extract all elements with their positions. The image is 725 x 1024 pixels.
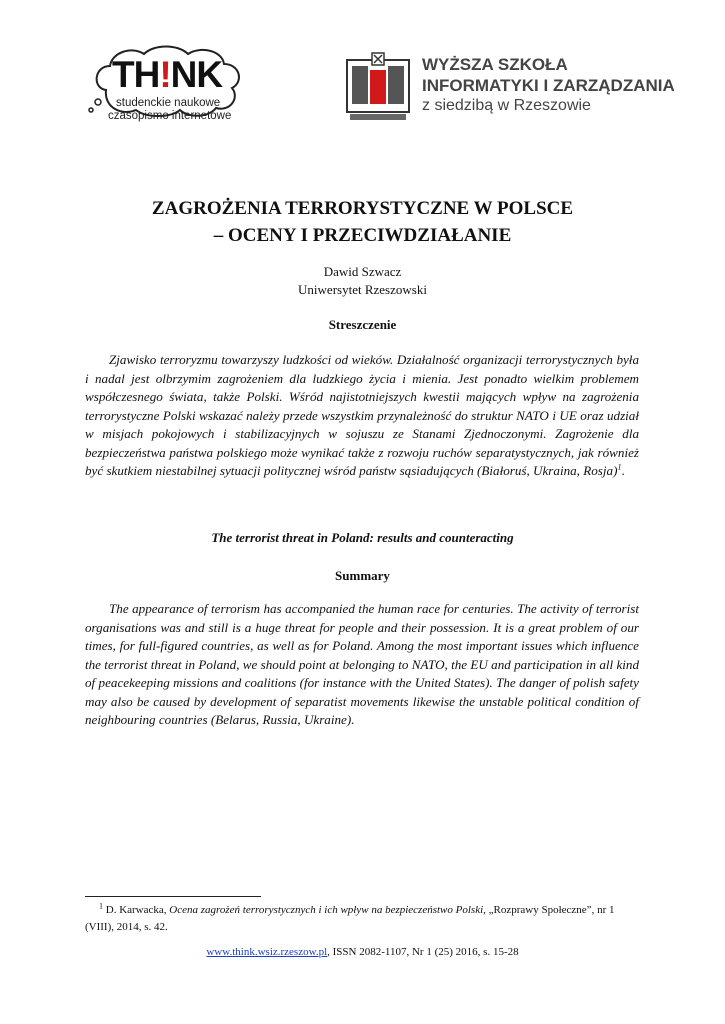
abstract-text: Zjawisko terroryzmu towarzyszy ludzkości od wieków. Działalność organizacji terrorystycznych była i nadal jest olbrzymim zagrożeniem dla ludzkiego życia i mienia. Jest ponadto wielkim problemem współczesnego świata, także Polski. Wśród najistotniejszych kwestii mających wpływ na zagrożenia terrorystyczne Polski wskazać należy przede wszystkim przynależność do struktur NATO i UE oraz udział w misjach pokojowych i stabilizacyjnych w sojuszu ze Stanami Zjednoczonymi. Zagrożenie dla bezpieczeństwa państwa polskiego może wynikać także z rozwoju ruchów separatystycznych, jak również być skutkiem niestabilnej sytuacji politycznej wśród państw sąsiadujących ( (85, 352, 639, 478)
author-block (0, 263, 725, 299)
think-subtitle-2: czasopismo internetowe (108, 110, 232, 122)
wsiz-name-line3: z siedzibą w Rzeszowie (422, 97, 591, 114)
abstract-heading: Streszczenie (328, 317, 397, 332)
article-title (0, 195, 725, 249)
english-title: The terrorist threat in Poland: results and counteracting (211, 530, 514, 545)
issn-text: , ISSN 2082-1107, Nr 1 (25) 2016, s. 15-28 (327, 946, 519, 958)
university-emblem-icon (346, 52, 410, 122)
author-name: Dawid Szwacz (323, 264, 402, 279)
think-logo (84, 42, 252, 124)
abstract-paragraph: Zjawisko terroryzmu towarzyszy ludzkości od wieków. Działalność organizacji terrorystycznych była i nadal jest olbrzymim zagrożeniem dla ludzkiego życia i mienia. Jest ponadto wielkim problemem współczesnego świata, także Polski. Wśród najistotniejszych kwestii mających wpływ na zagrożenia terrorystyczne Polski wskazać należy przede wszystkim przynależność do struktur NATO i UE oraz udział w misjach pokojowych i stabilizacyjnych w sojuszu ze Stanami Zjednoczonymi. Zagrożenie dla bezpieczeństwa państwa polskiego może wynikać także z rozwoju ruchów separatystycznych, jak również być skutkiem niestabilnej sytuacji politycznej wśród państw sąsiadujących (Białoruś, Ukraina, Rosja)$^1$. (85, 352, 639, 478)
think-wordmark: TH!NK (112, 54, 223, 95)
title-line-1: ZAGROŻENIA TERRORYSTYCZNE W POLSCE (151, 198, 574, 219)
footnote-work-title: Ocena zagrożeń terrorystycznych i ich wpływ na bezpieczeństwo Polski (169, 904, 484, 916)
title-line-2: – OCENY I PRZECIWDZIAŁANIE (213, 225, 512, 246)
footnote-reference: 1 (617, 462, 622, 472)
wsiz-logo (346, 52, 686, 124)
abstract-countries: Białoruś, Ukraina, Rosja (481, 463, 614, 478)
journal-link[interactable]: www.think.wsiz.rzeszow.pl (206, 946, 328, 958)
summary-heading: Summary (335, 568, 390, 583)
author-affiliation: Uniwersytet Rzeszowski (298, 282, 427, 297)
footnote-number: 1 (99, 901, 103, 911)
footnote-divider (85, 896, 261, 897)
think-subtitle-1: studenckie naukowe (116, 97, 221, 109)
footnote: $^1$ D. Karwacka, Ocena zagrożeń terrorystycznych i ich wpływ na bezpieczeństwo Polski, „Rozprawy Społeczne”, nr 1 (VIII), 2014, s. 42. (85, 901, 615, 933)
page-footer (0, 946, 725, 958)
summary-paragraph: The appearance of terrorism has accompanied the human race for centuries. The activity of terrorist organisations was and still is a huge threat for people and their possession. It is a great problem of our times, for full-figured countries, as well as for Poland. Among the most important issues which influence the terrorist threat in Poland, we should point at belonging to NATO, the EU and participation in all kind of peacekeeping missions and coalitions (for instance with the United States). The danger of polish safety may also be caused by development of separatist movements likewise the unstable political condition of neighbouring countries (Belarus, Russia, Ukraine). (85, 601, 639, 727)
wsiz-name-line1: WYŻSZA SZKOŁA (422, 55, 568, 74)
wsiz-name-line2: INFORMATYKI I ZARZĄDZANIA (422, 76, 675, 95)
